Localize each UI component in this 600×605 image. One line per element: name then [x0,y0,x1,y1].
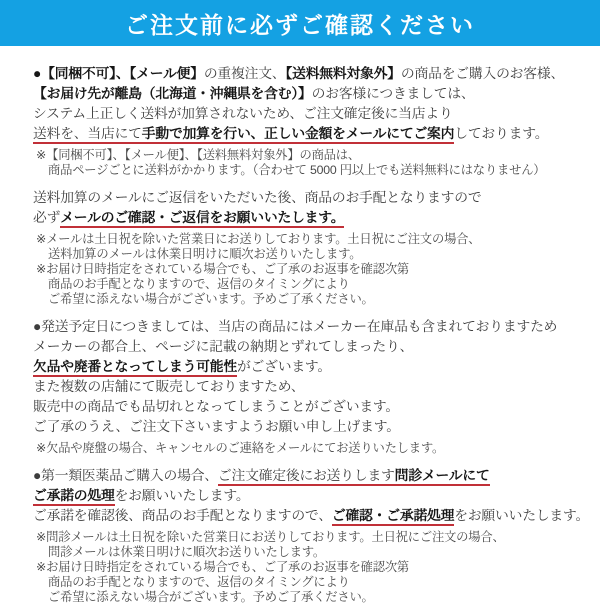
text-line [33,163,600,178]
text-run: 送料加算のメールは休業日明けに順次お送りいたします。 [48,247,362,261]
text-line [33,317,600,337]
text-run: ※問診メールは土日祝を除いた営業日にお送りしております。土日祝にご注文の場合、 [36,530,505,544]
text-line [33,292,600,307]
text-line [33,441,600,456]
text-run: ※欠品や廃盤の場合、キャンセルのご連絡をメールにてお送りいたします。 [36,441,445,455]
text-line [33,486,600,506]
text-run: ※メールは土日祝を除いた営業日にお送りしております。土日祝にご注文の場合、 [36,232,481,246]
text-line [33,337,600,357]
text-run: 商品ページごとに送料がかかります。（合わせて 5000 円以上でも送料無料にはなりません） [48,163,546,177]
text-line [33,188,600,208]
text-run: ご承諾を確認後、商品のお手配となりますので、 [33,508,332,523]
text-run: ※お届け日時指定をされている場合でも、ご了承のお返事を確認次第 [36,262,410,276]
text-run: 必ず [33,210,61,225]
red-underlined-text-run: 送料を、当店にて [33,126,142,144]
notice-section-1 [33,64,600,178]
text-run: 送料加算のメールにご返信をいただいた後、商品のお手配となりますので [33,190,482,205]
text-run: 販売中の商品でも品切れとなってしまうことがございます。 [33,399,400,414]
text-line [33,104,600,124]
text-run: また複数の店舗にて販売しておりますため、 [33,379,305,394]
text-line [33,575,600,590]
text-line [33,84,600,104]
text-run: システム上正しく送料が加算されないため、ご注文確定後に当店より [33,106,453,121]
text-line [33,124,600,144]
text-run: をお願いいたします。 [454,508,590,523]
notice-body [0,46,600,605]
text-line [33,506,600,526]
text-run: がございます。 [236,359,332,374]
text-run: ●【同梱不可】、【メール便】 [33,66,204,81]
red-underlined-text-run: 手動で加算を行い、正しい金額をメールにてご案内 [142,126,454,144]
text-run: の重複注文、 [203,66,286,81]
notice-section-4 [33,466,600,605]
text-line [33,208,600,228]
text-run: ※お届け日時指定をされている場合でも、ご了承のお返事を確認次第 [36,560,410,574]
red-underlined-text-run: 欠品や廃番となってしまう可能性 [33,359,237,377]
text-run: 【お届け先が離島（北海道・沖縄県を含む）】 [33,86,312,101]
text-line [33,277,600,292]
text-line [33,262,600,277]
text-run: ご希望に添えない場合がございます。予めご了承ください。 [48,590,374,604]
text-line [33,357,600,377]
text-run: の商品をご購入のお客様、 [400,66,565,81]
text-run: 商品のお手配となりますので、返信のタイミングにより [48,277,350,291]
text-run: ●第一類医薬品ご購入の場合、 [33,468,218,483]
notice-section-3 [33,317,600,456]
text-line [33,64,600,84]
text-run: メーカーの都合上、ページに記載の納期とずれてしまったり、 [33,339,414,354]
text-line [33,530,600,545]
red-underlined-text-run: メールのご確認・ご返信をお願いいたします。 [60,210,344,228]
text-line [33,560,600,575]
text-run: のお客様につきましては、 [311,86,475,101]
text-line [33,232,600,247]
text-run: しております。 [454,126,549,141]
page-title: ご注文前に必ずご確認ください [125,11,475,38]
text-line [33,545,600,560]
text-line [33,377,600,397]
red-underlined-text-run: ご注文確定後にお送りします [218,468,395,486]
text-run: ご希望に添えない場合がございます。予めご了承ください。 [48,292,374,306]
text-run: ●発送予定日につきましては、当店の商品にはメーカー在庫品も含まれておりますため [33,319,558,334]
red-underlined-text-run: ご確認・ご承諾処理 [332,508,454,526]
text-line [33,590,600,605]
text-line [33,466,600,486]
text-run: ご了承のうえ、ご注文下さいますようお願い申し上げます。 [33,419,400,434]
text-run: 商品のお手配となりますので、返信のタイミングにより [48,575,350,589]
text-run: 【送料無料対象外】 [285,66,401,81]
text-line [33,247,600,262]
text-run: をお願いいたします。 [114,488,250,503]
text-line [33,397,600,417]
red-underlined-text-run: 問診メールにて [395,468,490,486]
red-underlined-text-run: ご承諾の処理 [33,488,115,506]
text-run: 問診メールは休業日明けに順次お送りいたします。 [48,545,325,559]
text-line [33,417,600,437]
text-run: ※【同梱不可】、【メール便】、【送料無料対象外】の商品は、 [36,148,360,162]
header-bar [0,0,600,46]
notice-section-2 [33,188,600,307]
text-line [33,148,600,163]
